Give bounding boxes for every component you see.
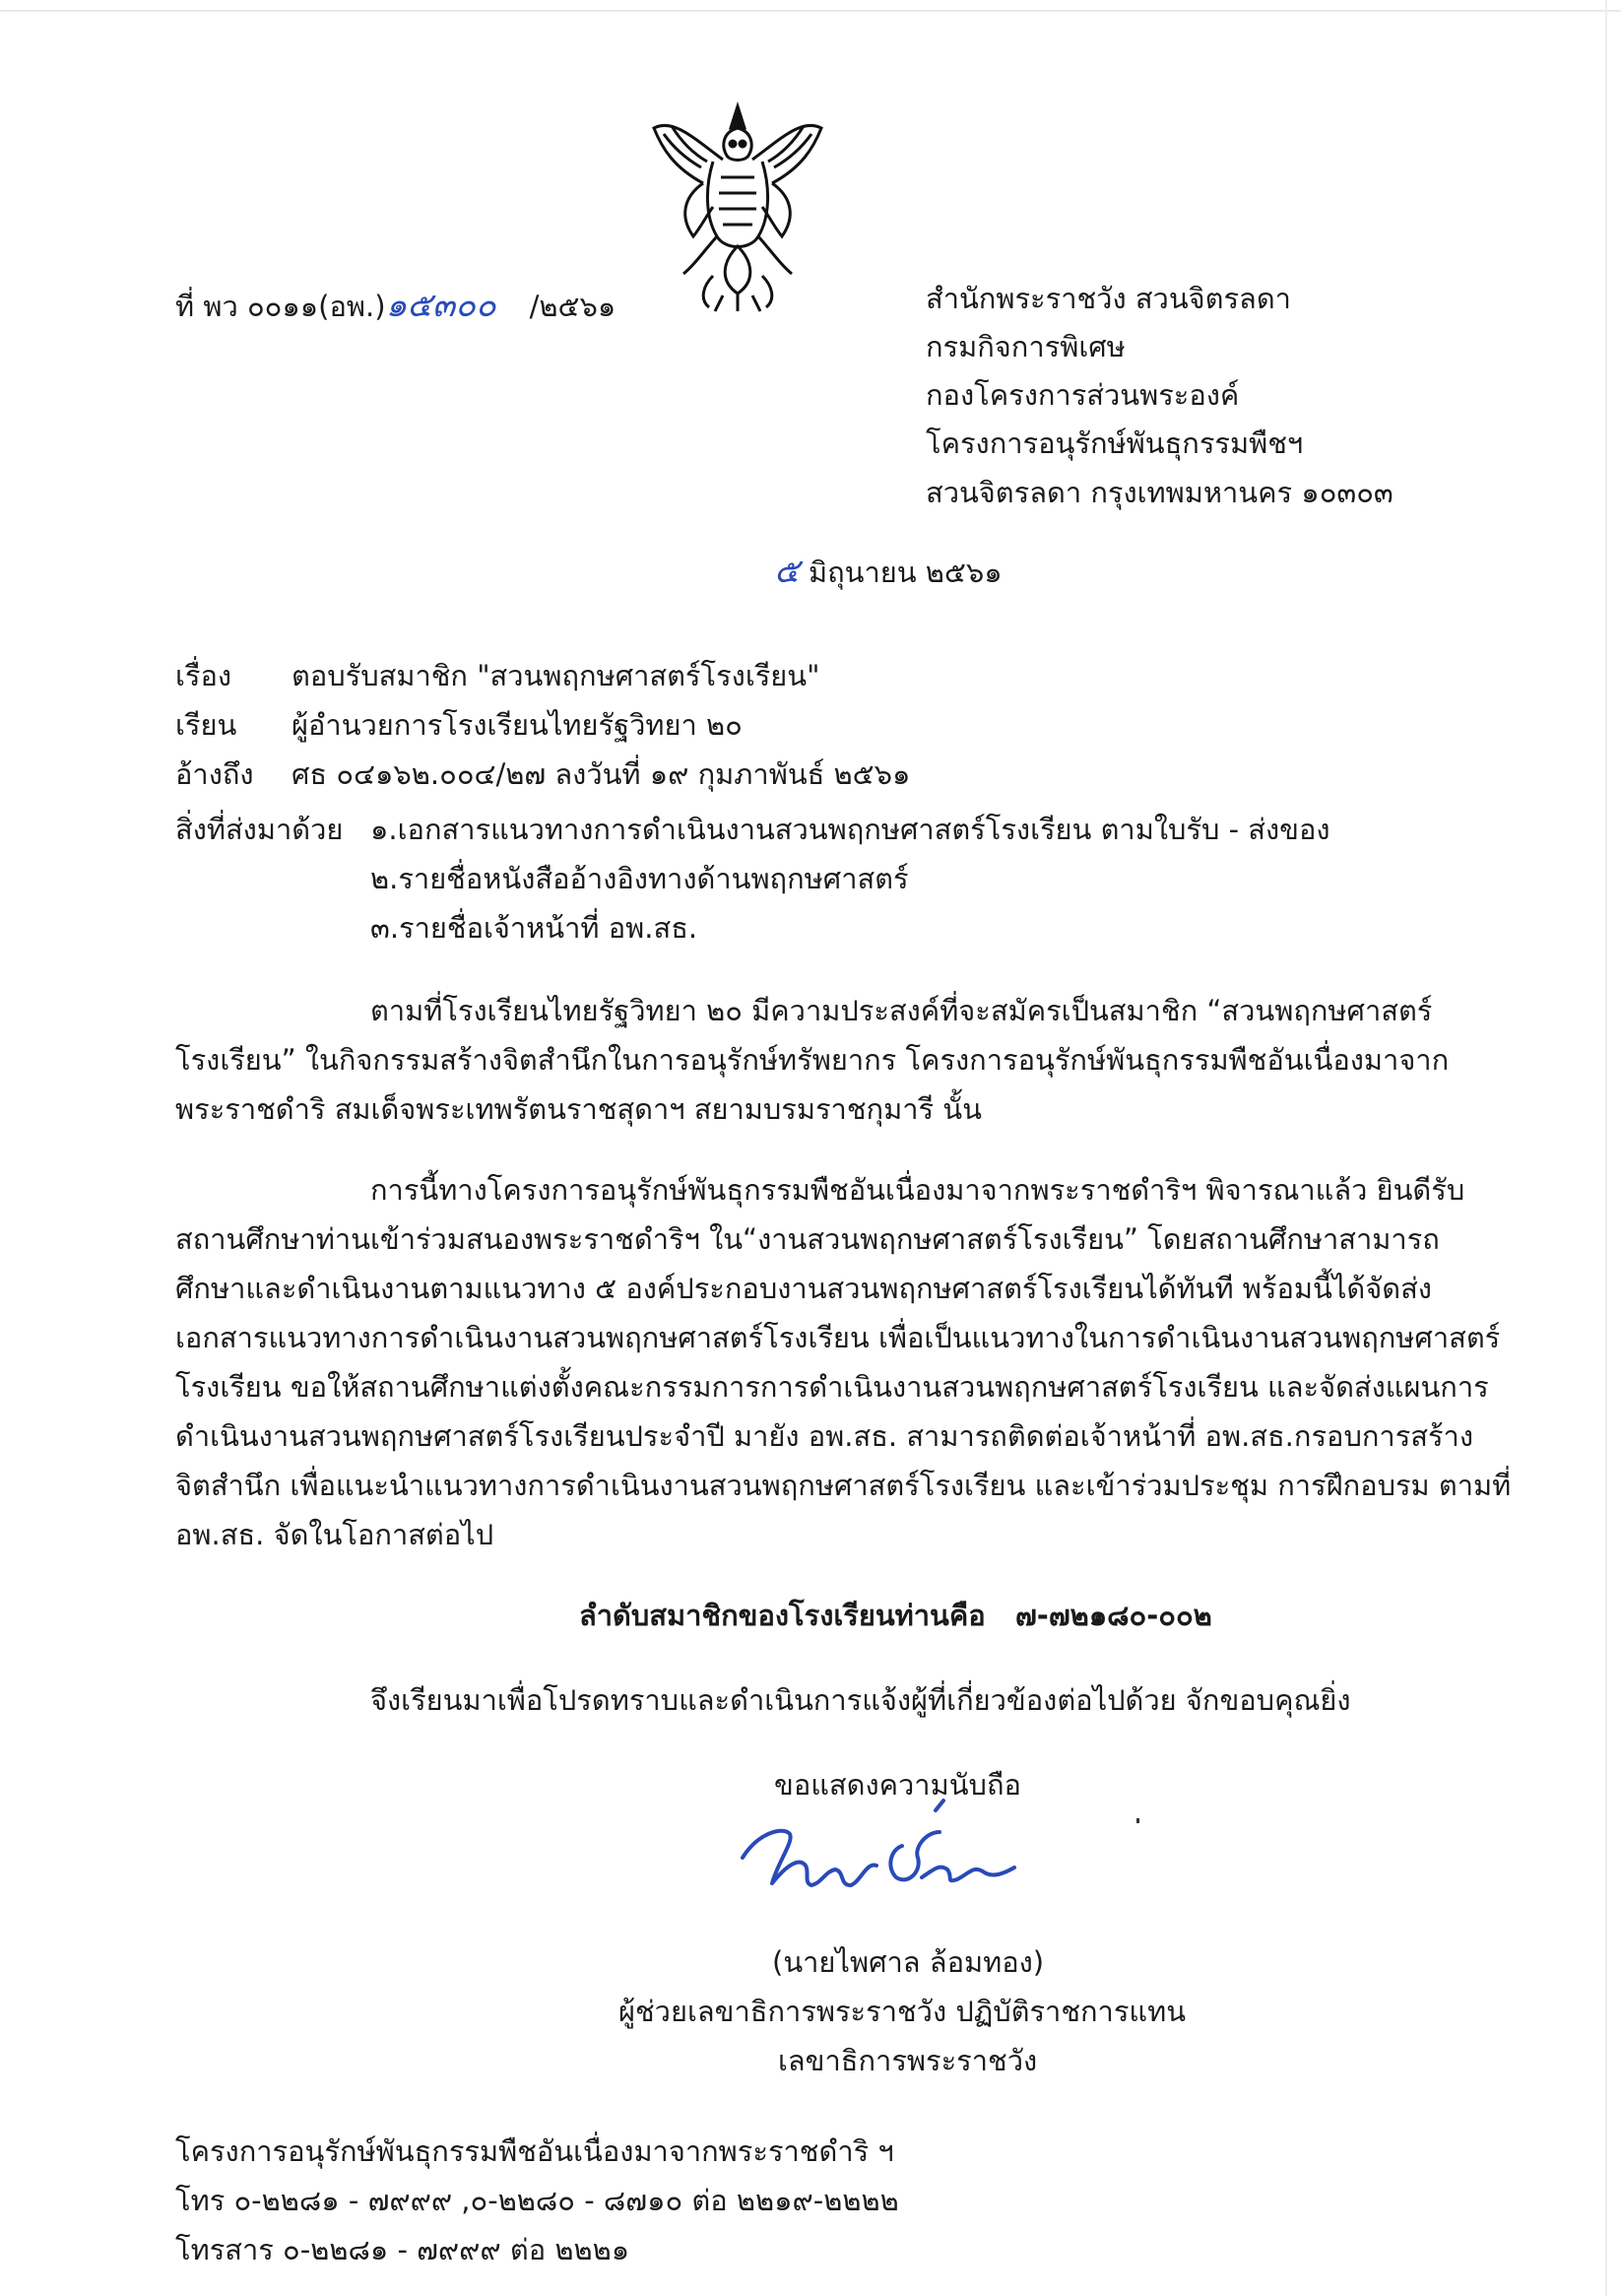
para2-line-6: ดำเนินงานสวนพฤกษศาสตร์โรงเรียนประจำปี มายัง อพ.สธ. สามารถติดต่อเจ้าหน้าที่ อพ.สธ.กรอบการสร้าง <box>175 1419 1473 1453</box>
sender-line-5: สวนจิตรลดา กรุงเทพมหานคร ๑๐๓๐๓ <box>926 476 1394 509</box>
reference-label: อ้างถึง <box>175 757 254 791</box>
sender-line-2: กรมกิจการพิเศษ <box>926 330 1126 363</box>
para2-line-3: ศึกษาและดำเนินงานตามแนวทาง ๕ องค์ประกอบงานสวนพฤกษศาสตร์โรงเรียนได้ทันที พร้อมนี้ได้จัดส่ง <box>175 1272 1432 1305</box>
signatory-title-1: ผู้ช่วยเลขาธิการพระราชวัง ปฏิบัติราชการแทน <box>618 1995 1187 2028</box>
para2-line-8: อพ.สธ. จัดในโอกาสต่อไป <box>175 1518 494 1551</box>
footer-phone: โทร ๐-๒๒๘๑ - ๗๙๙๙ ,๐-๒๒๘๐ - ๘๗๑๐ ต่อ ๒๒๑๙-๒๒๒๒ <box>175 2184 899 2217</box>
subject-label: เรื่อง <box>175 659 232 692</box>
para1-line-1: ตามที่โรงเรียนไทยรัฐวิทยา ๒๐ มีความประสงค์ที่จะสมัครเป็นสมาชิก “สวนพฤกษศาสตร์ <box>370 994 1433 1027</box>
to-label: เรียน <box>175 708 237 742</box>
letter-date <box>774 552 1003 592</box>
regards-text: ขอแสดงความนับถือ <box>774 1768 1021 1802</box>
garuda-emblem-icon <box>644 98 831 315</box>
enclosure-item-1: ๑.เอกสารแนวทางการดำเนินงานสวนพฤกษศาสตร์โรงเรียน ตามใบรับ - ส่งของ <box>370 813 1330 846</box>
signatory-name: (นายไพศาล ล้อมทอง) <box>772 1945 1045 1979</box>
member-number-line <box>579 1596 1212 1635</box>
letter-number <box>175 286 616 326</box>
scan-edge-right <box>1605 0 1607 2296</box>
subject-value: ตอบรับสมาชิก "สวนพฤกษศาสตร์โรงเรียน" <box>292 659 820 692</box>
member-number-value: ๗-๗๒๑๘๐-๐๐๒ <box>1015 1599 1212 1632</box>
para2-line-7: จิตสำนึก เพื่อแนะนำแนวทางการดำเนินงานสวนพฤกษศาสตร์โรงเรียน และเข้าร่วมประชุม การฝึกอบรม ตามที่ <box>175 1469 1512 1502</box>
closing-sentence: จึงเรียนมาเพื่อโปรดทราบและดำเนินการแจ้งผู้ที่เกี่ยวข้องต่อไปด้วย จักขอบคุณยิ่ง <box>370 1683 1351 1717</box>
para2-line-1: การนี้ทางโครงการอนุรักษ์พันธุกรรมพืชอันเนื่องมาจากพระราชดำริฯ พิจารณาแล้ว ยินดีรับ <box>370 1173 1465 1207</box>
sender-line-4: โครงการอนุรักษ์พันธุกรรมพืชฯ <box>926 426 1304 460</box>
footer-fax: โทรสาร ๐-๒๒๘๑ - ๗๙๙๙ ต่อ ๒๒๒๑ <box>175 2233 630 2266</box>
letter-number-prefix: ที่ พว ๐๐๑๑(อพ.) <box>175 290 386 323</box>
enclosures-label: สิ่งที่ส่งมาด้วย <box>175 813 344 846</box>
para1-line-2: โรงเรียน” ในกิจกรรมสร้างจิตสำนึกในการอนุรักษ์ทรัพยากร โครงการอนุรักษ์พันธุกรรมพืชอันเนื่องมาจาก <box>175 1043 1450 1077</box>
member-number-label: ลำดับสมาชิกของโรงเรียนท่านคือ <box>579 1599 986 1632</box>
letter-number-handwritten: ๑๕๓๐๐ <box>385 286 496 325</box>
enclosure-item-3: ๓.รายชื่อเจ้าหน้าที่ อพ.สธ. <box>370 911 698 945</box>
date-day-handwritten: ๕ <box>774 552 800 591</box>
signatory-title-2: เลขาธิการพระราชวัง <box>778 2044 1038 2077</box>
para2-line-4: เอกสารแนวทางการดำเนินงานสวนพฤกษศาสตร์โรงเรียน เพื่อเป็นแนวทางในการดำเนินงานสวนพฤกษศาสตร์ <box>175 1321 1501 1354</box>
scan-speck <box>1136 1818 1139 1823</box>
signature-mark <box>729 1793 1054 1901</box>
footer-organization: โครงการอนุรักษ์พันธุกรรมพืชอันเนื่องมาจากพระราชดำริ ฯ <box>175 2134 894 2168</box>
para2-line-5: โรงเรียน ขอให้สถานศึกษาแต่งตั้งคณะกรรมการการดำเนินงานสวนพฤกษศาสตร์โรงเรียน และจัดส่งแผนการ <box>175 1370 1489 1404</box>
scan-edge-top <box>0 10 1621 12</box>
para2-line-2: สถานศึกษาท่านเข้าร่วมสนองพระราชดำริฯ ใน“งานสวนพฤกษศาสตร์โรงเรียน” โดยสถานศึกษาสามารถ <box>175 1222 1440 1256</box>
enclosure-item-2: ๒.รายชื่อหนังสืออ้างอิงทางด้านพฤกษศาสตร์ <box>370 862 909 895</box>
date-month-year: มิถุนายน ๒๕๖๑ <box>808 556 1003 589</box>
letter-number-suffix: /๒๕๖๑ <box>529 290 616 323</box>
para1-line-3: พระราชดำริ สมเด็จพระเทพรัตนราชสุดาฯ สยามบรมราชกุมารี นั้น <box>175 1092 982 1126</box>
reference-value: ศธ ๐๔๑๖๒.๐๐๔/๒๗ ลงวันที่ ๑๙ กุมภาพันธ์ ๒๕๖๑ <box>292 757 911 791</box>
to-value: ผู้อำนวยการโรงเรียนไทยรัฐวิทยา ๒๐ <box>292 708 743 742</box>
sender-line-3: กองโครงการส่วนพระองค์ <box>926 378 1240 412</box>
sender-line-1: สำนักพระราชวัง สวนจิตรลดา <box>926 282 1291 315</box>
